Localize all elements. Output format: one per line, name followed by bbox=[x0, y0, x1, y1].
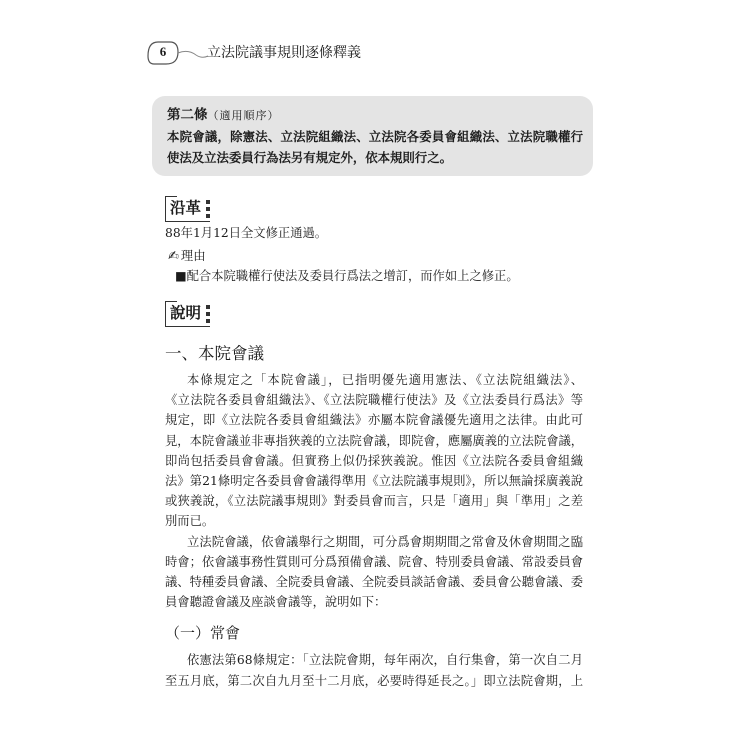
article-number: 第二條 bbox=[167, 107, 208, 122]
heading-dots-ornament bbox=[206, 200, 210, 218]
page-number: 6 bbox=[159, 44, 167, 59]
paragraph-line: 時會；依會議事務性質則可分爲預備會議、院會、特別委員會議、常設委員會 bbox=[165, 554, 583, 569]
article-text-line: 使法及立法委員行為法另有規定外，依本規則行之。 bbox=[167, 151, 452, 165]
explanation-heading bbox=[165, 301, 210, 327]
body-paragraphs bbox=[165, 370, 583, 612]
subsection-paragraph bbox=[165, 650, 583, 691]
paragraph-line: 《立法院各委員會組織法》、《立法院職權行使法》及《立法委員行爲法》等 bbox=[165, 393, 583, 408]
paragraph-line: 本條規定之「本院會議」，已指明優先適用憲法、《立法院組織法》、 bbox=[187, 373, 583, 387]
pen-icon bbox=[168, 249, 181, 263]
heading-dots-ornament bbox=[206, 305, 210, 323]
article-heading bbox=[167, 105, 280, 123]
paragraph-line: 員會聽證會議及座談會議等，說明如下： bbox=[165, 595, 387, 610]
paragraph-line: 見，本院會議並非專指狹義的立法院會議，即院會，應屬廣義的立法院會議， bbox=[165, 433, 583, 448]
history-date-line: 88年1月12日全文修正通過。 bbox=[165, 226, 328, 240]
book-title: 立法院議事規則逐條釋義 bbox=[207, 44, 361, 60]
subsection-title: （一）常會 bbox=[165, 625, 241, 642]
article-subtitle: （適用順序） bbox=[207, 109, 280, 122]
article-box bbox=[152, 96, 593, 176]
paragraph-line: 別而已。 bbox=[165, 514, 215, 529]
article-text-line: 本院會議，除憲法、立法院組織法、立法院各委員會組織法、立法院職權行 bbox=[167, 130, 583, 144]
reason-label-row bbox=[168, 247, 206, 265]
paragraph-line: 規定，即《立法院各委員會組織法》亦屬本院會議優先適用之法律。由此可 bbox=[165, 413, 583, 428]
explanation-heading-text: 說明 bbox=[170, 305, 202, 322]
reason-text: ■配合本院職權行使法及委員行爲法之增訂，而作如上之修正。 bbox=[175, 269, 519, 283]
history-heading bbox=[165, 196, 210, 222]
reason-label: 理由 bbox=[180, 249, 206, 263]
paragraph-line: 或狹義說，《立法院議事規則》對委員會而言，只是「適用」與「準用」之差 bbox=[165, 494, 583, 509]
paragraph-line: 至五月底，第二次自九月至十二月底，必要時得延長之。」即立法院會期，上 bbox=[165, 673, 583, 688]
paragraph-line: 立法院會議，依會議舉行之期間，可分爲會期期間之常會及休會期間之臨 bbox=[187, 534, 583, 549]
paragraph-line: 依憲法第68條規定：「立法院會期，每年兩次，自行集會，第一次自二月 bbox=[187, 653, 583, 667]
paragraph-line: 議、特種委員會議、全院委員會議、全院委員談話會議、委員會公聽會議、委 bbox=[165, 574, 583, 589]
section-title: 一、本院會議 bbox=[165, 345, 264, 363]
paragraph-line: 法》第21條明定各委員會會議得準用《立法院議事規則》，所以無論採廣義說 bbox=[165, 473, 583, 488]
paragraph-line: 即尚包括委員會會議。但實務上似仍採狹義說。惟因《立法院各委員會組織 bbox=[165, 453, 583, 468]
history-heading-text: 沿革 bbox=[170, 200, 202, 217]
